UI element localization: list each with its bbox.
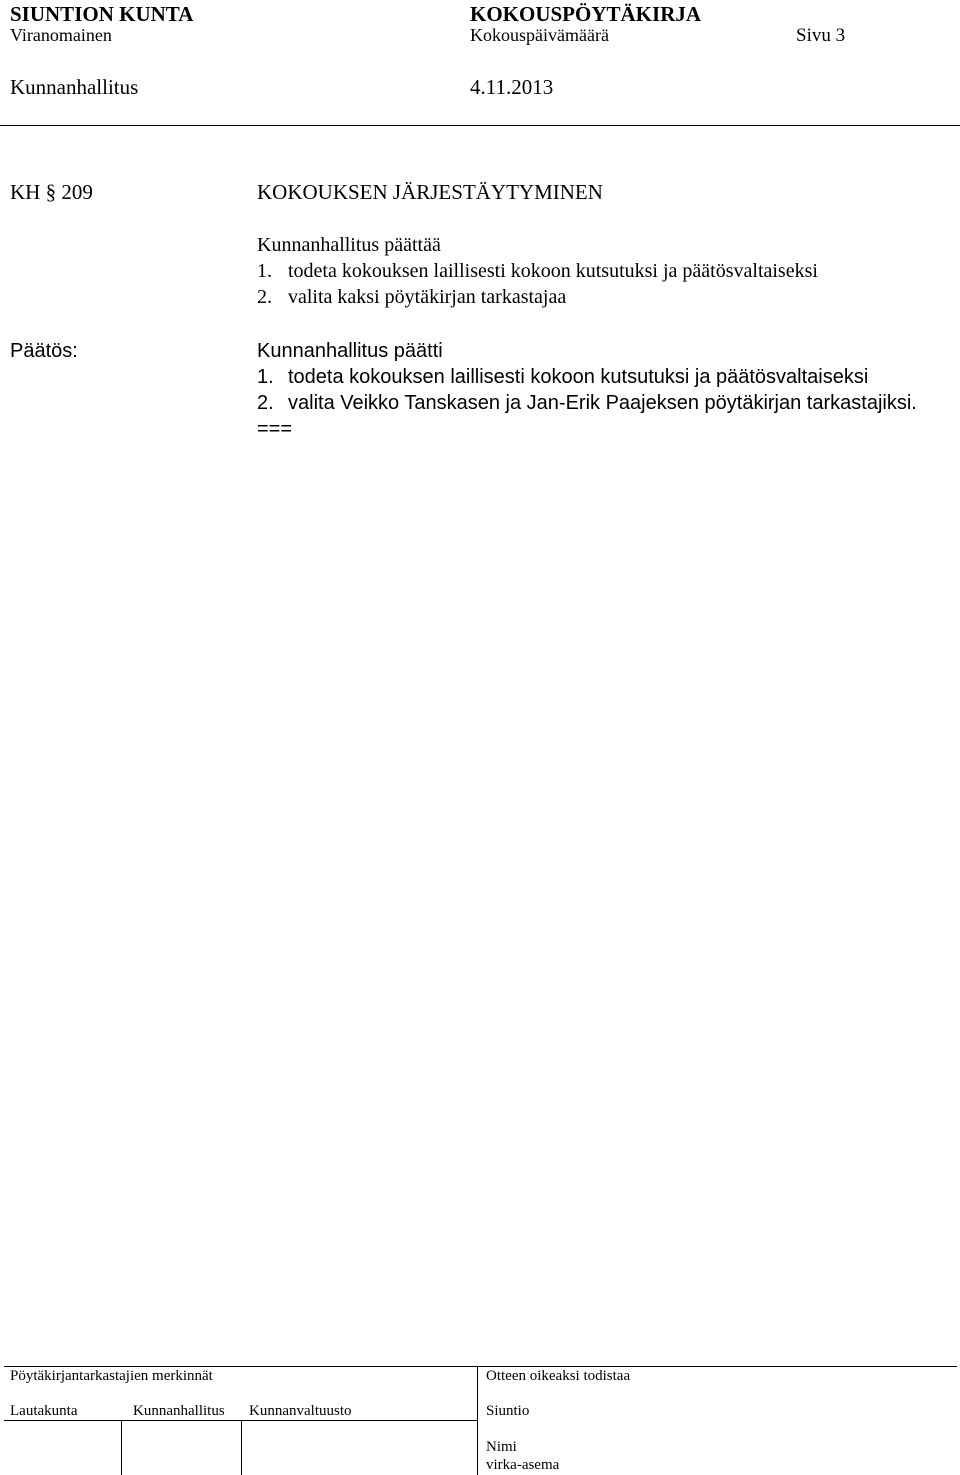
- decision-label: Päätös:: [10, 340, 78, 362]
- end-marker: ===: [257, 418, 293, 440]
- footer-col-kunnanhallitus: Kunnanhallitus: [133, 1403, 225, 1419]
- item-number: 1.: [257, 260, 272, 282]
- item-number: 2.: [257, 286, 272, 308]
- item-text: todeta kokouksen laillisesti kokoon kutsutuksi ja päätösvaltaiseksi: [288, 366, 869, 388]
- meeting-date-label: Kokouspäivämäärä: [470, 25, 609, 45]
- page-number: Sivu 3: [796, 25, 846, 46]
- decision-item: [257, 366, 868, 389]
- footer-name-label: Nimi: [486, 1439, 517, 1455]
- header-divider: [0, 125, 960, 126]
- footer-top-rule: [4, 1366, 957, 1367]
- footer-position-label: virka-asema: [486, 1457, 560, 1473]
- item-number: 1.: [257, 366, 274, 388]
- item-text: valita kaksi pöytäkirjan tarkastajaa: [288, 286, 567, 308]
- item-text: valita Veikko Tanskasen ja Jan-Erik Paajeksen pöytäkirjan tarkastajiksi.: [288, 392, 917, 414]
- proposal-item: [257, 260, 818, 283]
- footer-place: Siuntio: [486, 1403, 530, 1419]
- organization-name: SIUNTION KUNTA: [10, 2, 194, 26]
- authority-name: Kunnanhallitus: [10, 75, 139, 99]
- item-number: 2.: [257, 392, 274, 414]
- proposal-intro: Kunnanhallitus päättää: [257, 234, 441, 256]
- footer-divider-1: [121, 1420, 122, 1475]
- proposal-item: [257, 286, 566, 309]
- section-number: KH § 209: [10, 180, 93, 204]
- decision-intro: Kunnanhallitus päätti: [257, 340, 443, 362]
- document-type: KOKOUSPÖYTÄKIRJA: [470, 2, 702, 26]
- footer-col-lautakunta: Lautakunta: [10, 1403, 78, 1419]
- footer-col-kunnanvaltuusto: Kunnanvaltuusto: [249, 1403, 352, 1419]
- certified-label: Otteen oikeaksi todistaa: [486, 1368, 631, 1384]
- authority-label: Viranomainen: [10, 25, 112, 45]
- meeting-date: 4.11.2013: [470, 75, 554, 99]
- decision-item: [257, 392, 917, 415]
- reviewers-label: Pöytäkirjantarkastajien merkinnät: [10, 1368, 213, 1384]
- section-title: KOKOUKSEN JÄRJESTÄYTYMINEN: [257, 180, 603, 204]
- footer-divider-2: [241, 1420, 242, 1475]
- footer-divider-main: [477, 1366, 478, 1475]
- item-text: todeta kokouksen laillisesti kokoon kutsutuksi ja päätösvaltaiseksi: [288, 260, 818, 282]
